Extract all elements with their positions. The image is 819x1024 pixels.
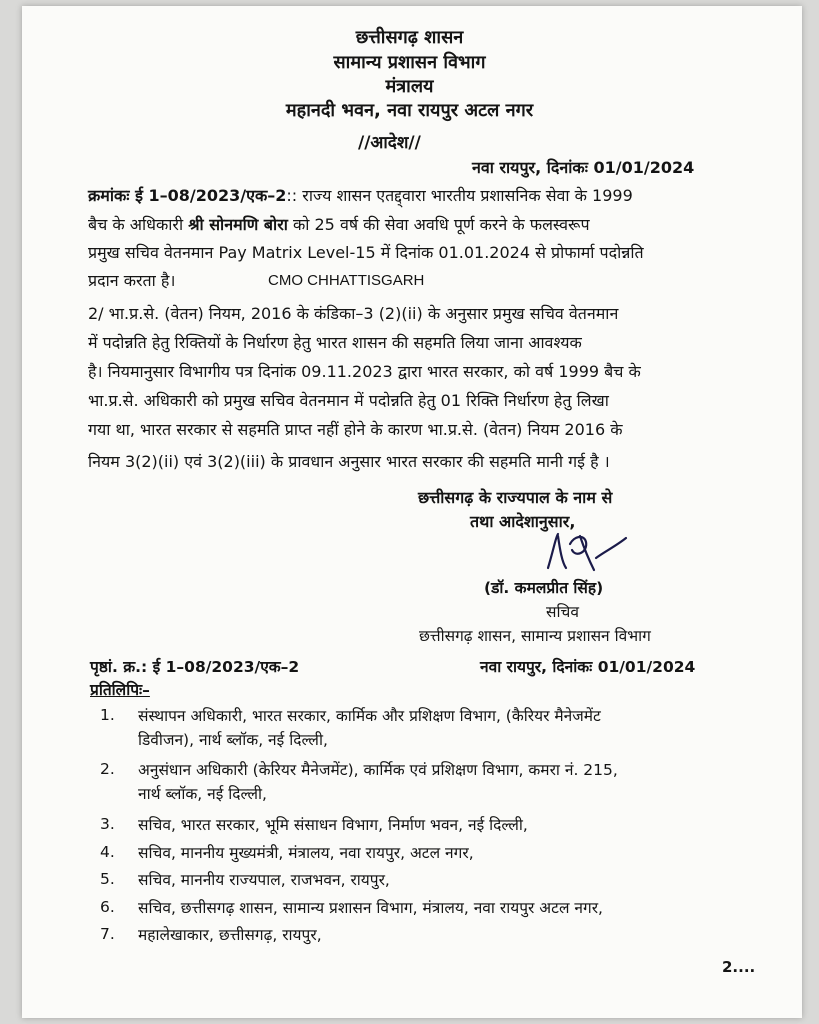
list-item-number: 2.	[100, 760, 115, 778]
list-item: सचिव, भारत सरकार, भूमि संसाधन विभाग, निर्माण भवन, नई दिल्ली,	[138, 816, 528, 834]
list-item-number: 3.	[100, 815, 115, 833]
secretariat-name: मंत्रालय	[385, 76, 434, 97]
list-item-number: 1.	[100, 706, 115, 724]
list-item-number: 4.	[100, 843, 115, 861]
endorsement-place-date: नवा रायपुर, दिनांकः 01/01/2024	[480, 658, 696, 676]
list-item: अनुसंधान अधिकारी (केरियर मैनेजमेंट), कार्मिक एवं प्रशिक्षण विभाग, कमरा नं. 215,	[138, 761, 618, 779]
order-line-3: प्रमुख सचिव वेतनमान Pay Matrix Level-15 में दिनांक 01.01.2024 से प्रोफार्मा पदोन्नति	[88, 243, 644, 262]
order-text-a: :: राज्य शासन एतद्द्वारा भारतीय प्रशासनिक सेवा के 1999	[286, 186, 633, 205]
order-authority-line: तथा आदेशानुसार,	[470, 512, 576, 531]
endorsement-reference: पृष्ठां. क्र.: ई 1–08/2023/एक–2	[90, 658, 300, 676]
copy-to-heading: प्रतिलिपिः–	[90, 681, 150, 699]
para2-line: है। नियमानुसार विभागीय पत्र दिनांक 09.11.2023 द्वारा भारत सरकार, को वर्ष 1999 बैच के	[88, 362, 641, 381]
order-reference: क्रमांकः ई 1–08/2023/एक–2	[88, 186, 287, 205]
list-item: महालेखाकार, छत्तीसगढ़, रायपुर,	[138, 926, 322, 944]
list-item: सचिव, माननीय मुख्यमंत्री, मंत्रालय, नवा रायपुर, अटल नगर,	[138, 844, 474, 862]
signatory-name: (डॉ. कमलप्रीत सिंह)	[484, 579, 604, 597]
cmo-stamp: CMO CHHATTISGARH	[268, 272, 425, 289]
signatory-department: छत्तीसगढ़ शासन, सामान्य प्रशासन विभाग	[419, 627, 651, 645]
para2-line: भा.प्र.से. अधिकारी को प्रमुख सचिव वेतनमान में पदोन्नति हेतु 01 रिक्ति निर्धारण हेतु लिखा	[88, 391, 609, 410]
handwritten-signature	[540, 528, 630, 580]
order-line-2	[88, 215, 590, 235]
order-line-1	[88, 186, 633, 206]
next-page-marker: 2....	[722, 958, 756, 976]
list-item: संस्थापन अधिकारी, भारत सरकार, कार्मिक और प्रशिक्षण विभाग, (कैरियर मैनेजमेंट	[138, 707, 601, 725]
order-text-c: को 25 वर्ष की सेवा अवधि पूर्ण करने के फलस्वरूप	[292, 215, 590, 234]
list-item-number: 5.	[100, 870, 115, 888]
list-item: सचिव, छत्तीसगढ़ शासन, सामान्य प्रशासन विभाग, मंत्रालय, नवा रायपुर अटल नगर,	[138, 899, 603, 917]
officer-name: श्री सोनमणि बोरा	[188, 215, 288, 234]
para2-line: गया था, भारत सरकार से सहमति प्राप्त नहीं होने के कारण भा.प्र.से. (वेतन) नियम 2016 के	[88, 420, 623, 439]
signatory-designation: सचिव	[546, 603, 579, 621]
list-item-continued: नार्थ ब्लॉक, नई दिल्ली,	[138, 785, 267, 803]
list-item-number: 7.	[100, 925, 115, 943]
govt-name: छत्तीसगढ़ शासन	[355, 27, 464, 48]
list-item-continued: डिवीजन), नार्थ ब्लॉक, नई दिल्ली,	[138, 731, 328, 749]
department-name: सामान्य प्रशासन विभाग	[333, 52, 486, 73]
order-line-4: प्रदान करता है।	[88, 271, 176, 290]
office-address: महानदी भवन, नवा रायपुर अटल नगर	[285, 100, 534, 121]
list-item-number: 6.	[100, 898, 115, 916]
list-item: सचिव, माननीय राज्यपाल, राजभवन, रायपुर,	[138, 871, 390, 889]
para2-line: 2/ भा.प्र.से. (वेतन) नियम, 2016 के कंडिका–3 (2)(ii) के अनुसार प्रमुख सचिव वेतनमान	[88, 304, 619, 323]
order-place-date: नवा रायपुर, दिनांकः 01/01/2024	[472, 158, 695, 177]
governor-order-line: छत्तीसगढ़ के राज्यपाल के नाम से	[418, 488, 613, 507]
order-title: //आदेश//	[358, 133, 421, 153]
order-text-b: बैच के अधिकारी	[88, 215, 184, 234]
para2-line: में पदोन्नति हेतु रिक्तियों के निर्धारण हेतु भारत शासन की सहमति लिया जाना आवश्यक	[88, 333, 582, 352]
para2-line: नियम 3(2)(ii) एवं 3(2)(iii) के प्रावधान अनुसार भारत सरकार की सहमति मानी गई है ।	[88, 452, 610, 471]
